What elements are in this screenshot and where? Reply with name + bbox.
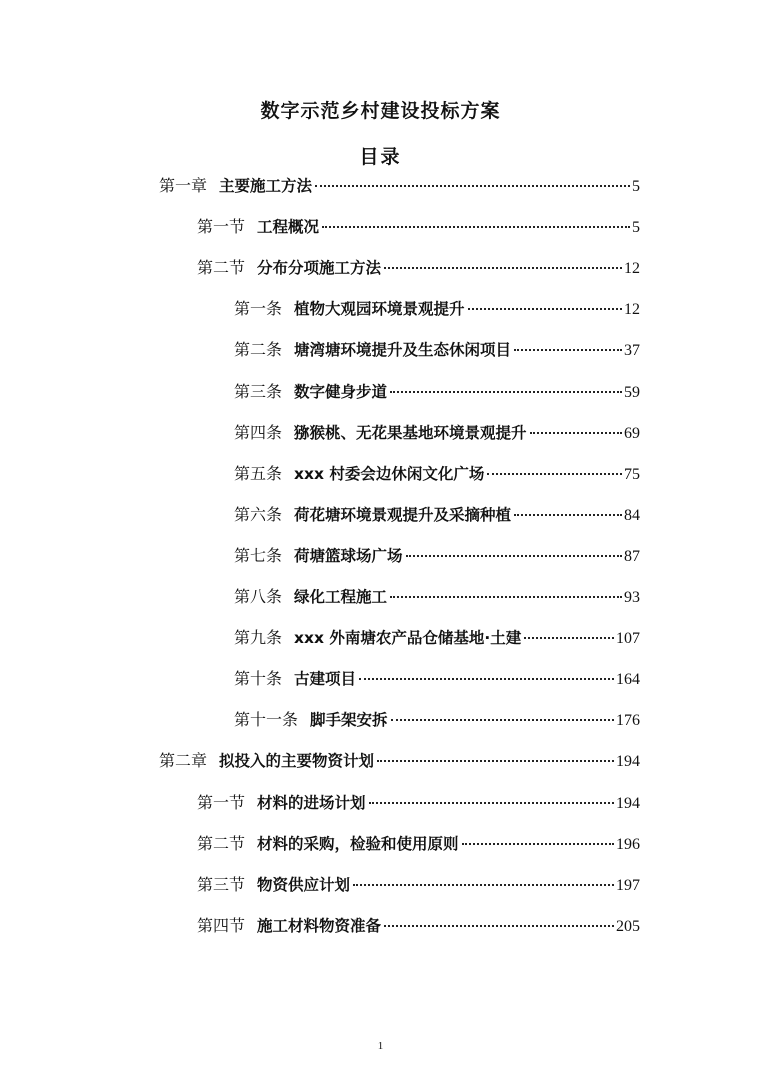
toc-entry-number: 第八条 — [234, 587, 283, 606]
toc-entry-page: 12 — [624, 260, 640, 278]
toc-entry-page: 5 — [632, 219, 640, 237]
toc-entry[interactable] — [197, 831, 640, 859]
toc-entry[interactable] — [197, 255, 640, 283]
toc-entry-number: 第一条 — [234, 299, 283, 319]
dot-leader — [391, 719, 614, 721]
toc-entry-number: 第九条 — [234, 628, 283, 648]
toc-entry-title: 材料的采购，检验和使用原则 — [257, 834, 459, 853]
toc-entry-page: 205 — [616, 917, 640, 935]
toc-entry-page: 176 — [616, 712, 640, 730]
toc-entry-number: 第十条 — [234, 669, 283, 689]
dot-leader — [353, 884, 614, 886]
toc-entry-number: 第四节 — [197, 915, 246, 935]
toc-entry-page: 93 — [624, 589, 640, 606]
toc-entry[interactable] — [197, 790, 640, 818]
toc-entry-page: 164 — [616, 671, 640, 689]
dot-leader — [322, 226, 630, 228]
toc-entry-title: xxx 外南塘农产品仓储基地·土建 — [294, 629, 522, 648]
dot-leader — [524, 637, 614, 639]
toc-entry-number: 第三节 — [197, 874, 246, 894]
toc-entry-title: 物资供应计划 — [257, 875, 351, 894]
toc-entry-page: 75 — [624, 465, 640, 483]
dot-leader — [487, 473, 622, 475]
toc-entry-number: 第六条 — [234, 504, 283, 524]
toc-entry-number: 第七条 — [234, 545, 283, 565]
toc-entry-title: 分布分项施工方法 — [257, 259, 382, 278]
toc-entry-number: 第二章 — [159, 751, 208, 771]
toc-entry-title: 荷塘篮球场广场 — [294, 546, 403, 565]
toc-entry-title: 工程概况 — [257, 218, 320, 237]
toc-entry-page: 194 — [616, 753, 640, 771]
toc-entry-title: 数字健身步道 — [294, 382, 388, 401]
dot-leader — [514, 349, 622, 351]
toc-entry-number: 第一节 — [197, 217, 246, 237]
toc-entry-title: 材料的进场计划 — [257, 793, 366, 812]
toc-entry-page: 37 — [624, 342, 640, 360]
toc-entry-title: 脚手架安拆 — [310, 711, 388, 730]
toc-entry-number: 第二节 — [197, 258, 246, 278]
toc-entry-title: 荷花塘环境景观提升及采摘种植 — [294, 505, 512, 524]
dot-leader — [359, 678, 614, 680]
toc-entry[interactable] — [234, 543, 640, 571]
toc-entry-title: 古建项目 — [294, 670, 357, 689]
toc-entry[interactable] — [234, 420, 640, 448]
dot-leader — [369, 802, 614, 804]
toc-entry[interactable] — [197, 872, 640, 900]
toc-entry-title: 绿化工程施工 — [294, 588, 388, 606]
dot-leader — [468, 308, 622, 310]
toc-entry[interactable] — [234, 461, 640, 489]
toc-entry-number: 第二节 — [197, 833, 246, 853]
toc-entry-number: 第十一条 — [234, 710, 299, 730]
toc-entry-title: 植物大观园环境景观提升 — [294, 300, 465, 319]
toc-entry-title: 猕猴桃、无花果基地环境景观提升 — [294, 423, 527, 442]
toc-entry[interactable] — [234, 666, 640, 694]
toc-heading: 目录 — [359, 146, 402, 168]
toc-entry[interactable] — [159, 748, 640, 776]
toc-entry-page: 194 — [616, 794, 640, 812]
toc-entry[interactable] — [234, 296, 640, 324]
dot-leader — [462, 843, 614, 845]
toc-entry-page: 107 — [616, 630, 640, 648]
toc-entry-number: 第一节 — [197, 792, 246, 812]
page-number: 1 — [377, 1040, 384, 1052]
toc-entry-number: 第四条 — [234, 422, 283, 442]
dot-leader — [315, 185, 630, 187]
toc-entry-page: 196 — [616, 835, 640, 853]
toc-entry[interactable] — [234, 625, 640, 653]
dot-leader — [530, 432, 622, 434]
toc-entry[interactable] — [197, 214, 640, 242]
toc-entry[interactable] — [197, 913, 640, 941]
dot-leader — [384, 267, 622, 269]
toc-entry-title: 施工材料物资准备 — [257, 916, 382, 935]
dot-leader — [390, 391, 622, 393]
toc-entry-page: 84 — [624, 506, 640, 524]
toc-entry-number: 第二条 — [234, 340, 283, 360]
toc-entry-title: 塘湾塘环境提升及生态休闲项目 — [294, 341, 512, 360]
document-title: 数字示范乡村建设投标方案 — [260, 100, 501, 122]
toc-entry-title: 主要施工方法 — [219, 177, 313, 195]
toc-entry-number: 第五条 — [234, 463, 283, 483]
toc-entry-title: xxx 村委会边休闲文化广场 — [294, 464, 485, 483]
dot-leader — [390, 596, 622, 598]
toc-entry[interactable] — [234, 379, 640, 407]
toc-entry[interactable] — [234, 337, 640, 365]
toc-entry-page: 197 — [616, 876, 640, 894]
toc-entry[interactable] — [234, 502, 640, 530]
toc-entry-page: 5 — [632, 178, 640, 195]
toc-entry-page: 59 — [624, 383, 640, 401]
dot-leader — [406, 555, 622, 557]
toc-entry-page: 12 — [624, 301, 640, 319]
dot-leader — [514, 514, 622, 516]
toc-entry-number: 第一章 — [159, 176, 208, 195]
dot-leader — [384, 925, 614, 927]
toc-entry-title: 拟投入的主要物资计划 — [219, 752, 375, 771]
toc-entry[interactable] — [234, 707, 640, 735]
toc-entry-number: 第三条 — [234, 381, 283, 401]
toc-entry[interactable] — [159, 173, 640, 201]
toc-entry[interactable] — [234, 584, 640, 612]
dot-leader — [377, 760, 614, 762]
toc-entry-page: 87 — [624, 547, 640, 565]
toc-entry-page: 69 — [624, 424, 640, 442]
